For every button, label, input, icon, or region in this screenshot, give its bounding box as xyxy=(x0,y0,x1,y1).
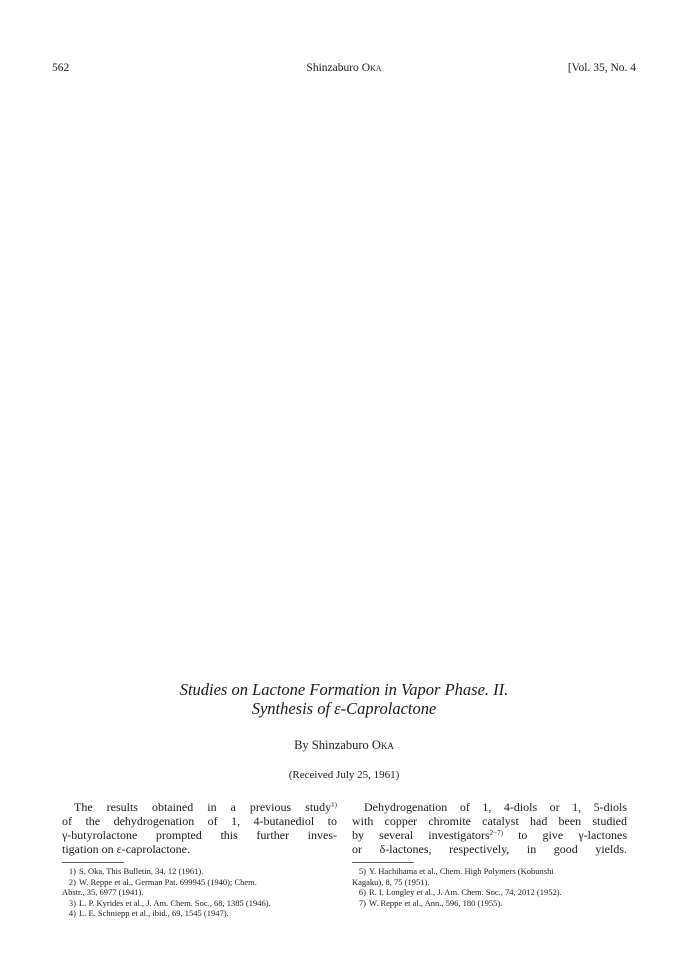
body-line: of the dehydrogenation of 1, 4-butanediol to xyxy=(62,814,337,828)
body-line: Dehydrogenation of 1, 4-diols or 1, 5-diols xyxy=(364,800,627,814)
body-column-left xyxy=(62,800,337,856)
body-line: or δ-lactones, respectively, in good yields. xyxy=(352,842,627,856)
footnote: Abstr., 35, 6977 (1941). xyxy=(62,887,144,898)
title-line-2: Synthesis of ε-Caprolactone xyxy=(251,699,437,718)
footnote: 4) L. E. Schniepp et al., ibid., 69, 1545 (1947). xyxy=(68,908,229,919)
body-line: by several investigators$^{2-7)}$ to give γ-lactones xyxy=(352,828,627,842)
footnotes-left xyxy=(62,866,342,919)
body-line: tigation on ε-caprolactone. xyxy=(62,842,190,856)
body-column-right xyxy=(352,800,627,856)
article-title xyxy=(52,680,636,718)
page-number: 562 xyxy=(52,62,70,74)
footnote: Kagaku), 8, 75 (1951). xyxy=(352,876,430,887)
received-date: (Received July 25, 1961) xyxy=(288,769,400,781)
body-line: with copper chromite catalyst had been studied xyxy=(352,814,627,828)
footnote: 1) S. Oka, This Bulletin, 34, 12 (1961). xyxy=(68,866,204,876)
footnote-rule xyxy=(352,862,414,863)
footnote: 6) R. I. Longley et al., J. Am. Chem. Soc., 74, 2012 (1952). xyxy=(358,887,562,898)
author-surname: Oka xyxy=(371,738,394,752)
footnotes-right xyxy=(352,866,632,908)
footnote: 3) L. P. Kyrides et al., J. Am. Chem. Soc., 68, 1385 (1946). xyxy=(68,897,271,908)
footnote: 5) Y. Hachihama et al., Chem. High Polymers (Kobunshi xyxy=(358,866,554,876)
footnote-rule xyxy=(62,862,124,863)
byline: By Shinzaburo Oka xyxy=(294,738,394,752)
running-header xyxy=(52,62,636,78)
footnote: 2) W. Reppe et al., German Pat. 699945 (1940); Chem. xyxy=(68,876,257,887)
body-line: The results obtained in a previous study$^{1)}$ xyxy=(74,800,337,814)
footnote: 7) W. Reppe et al., Ann., 596, 180 (1955). xyxy=(358,897,503,908)
title-line-1: Studies on Lactone Formation in Vapor Phase. II. xyxy=(179,680,509,699)
body-line: γ-butyrolactone prompted this further inves- xyxy=(62,828,337,842)
running-author: Shinzaburo Oka xyxy=(306,62,382,74)
volume-issue: [Vol. 35, No. 4 xyxy=(567,62,636,74)
